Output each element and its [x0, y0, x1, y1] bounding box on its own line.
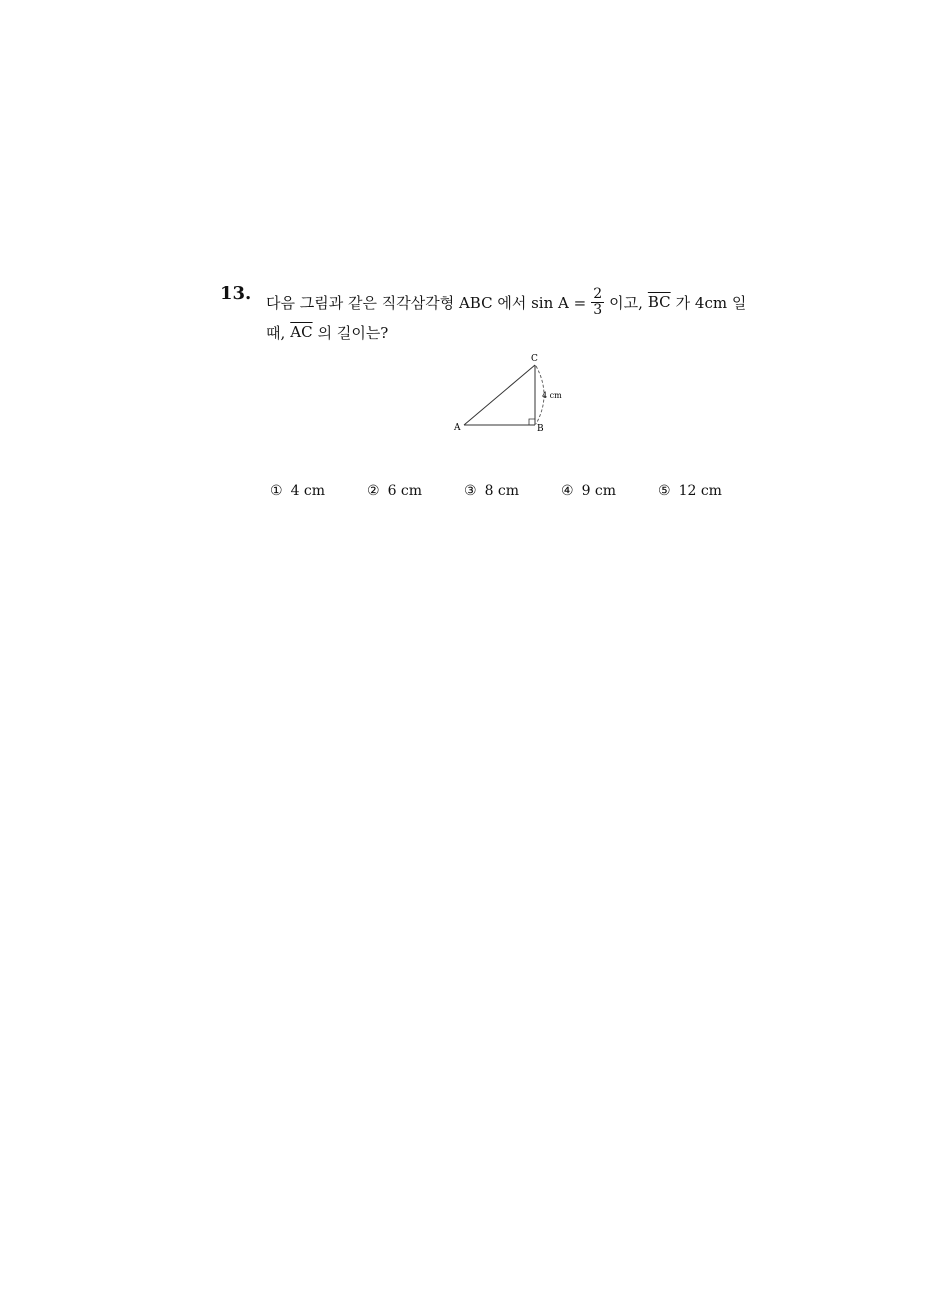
choice-text: 12 cm [678, 483, 722, 499]
choice-text: 8 cm [484, 483, 520, 499]
segment-ac: $\overline{AC}$ [290, 323, 313, 341]
vertex-label-c: C [531, 354, 538, 364]
choice-2[interactable] [367, 483, 422, 499]
choice-text: 4 cm [290, 483, 326, 499]
question-number: 13. [220, 283, 252, 304]
choice-mark: ③ [464, 483, 477, 499]
question-text-2a: 때, [266, 323, 286, 342]
segment-bc: $\overline{BC}$ [647, 293, 671, 311]
choice-5[interactable] [658, 483, 722, 499]
question-text-2b: 의 길이는? [317, 323, 389, 342]
choice-text: 6 cm [387, 483, 423, 499]
fraction-denominator: 3 [593, 301, 603, 318]
vertex-label-b: B [537, 424, 544, 434]
question-text-1c: 가 4cm 일 [675, 293, 747, 312]
vertex-label-a: A [454, 423, 461, 433]
choice-3[interactable] [464, 483, 519, 499]
triangle-figure [440, 350, 580, 440]
question-line-2 [266, 320, 388, 344]
question-line-1 [266, 282, 746, 322]
choice-mark: ④ [561, 483, 574, 499]
choice-mark: ② [367, 483, 380, 499]
question-text-1a: 다음 그림과 같은 직각삼각형 ABC 에서 sin A = [266, 293, 587, 312]
side-ac [464, 365, 535, 425]
question-text-1b: 이고, [609, 293, 643, 312]
fraction [591, 287, 604, 318]
choice-text: 9 cm [581, 483, 617, 499]
choice-mark: ⑤ [658, 483, 671, 499]
choice-4[interactable] [561, 483, 616, 499]
choice-mark: ① [270, 483, 283, 499]
choice-1[interactable] [270, 483, 325, 499]
right-angle-mark [529, 419, 535, 425]
answer-choices [270, 483, 770, 503]
side-length-label: 4 cm [542, 391, 562, 400]
fraction-numerator: 2 [593, 285, 603, 302]
